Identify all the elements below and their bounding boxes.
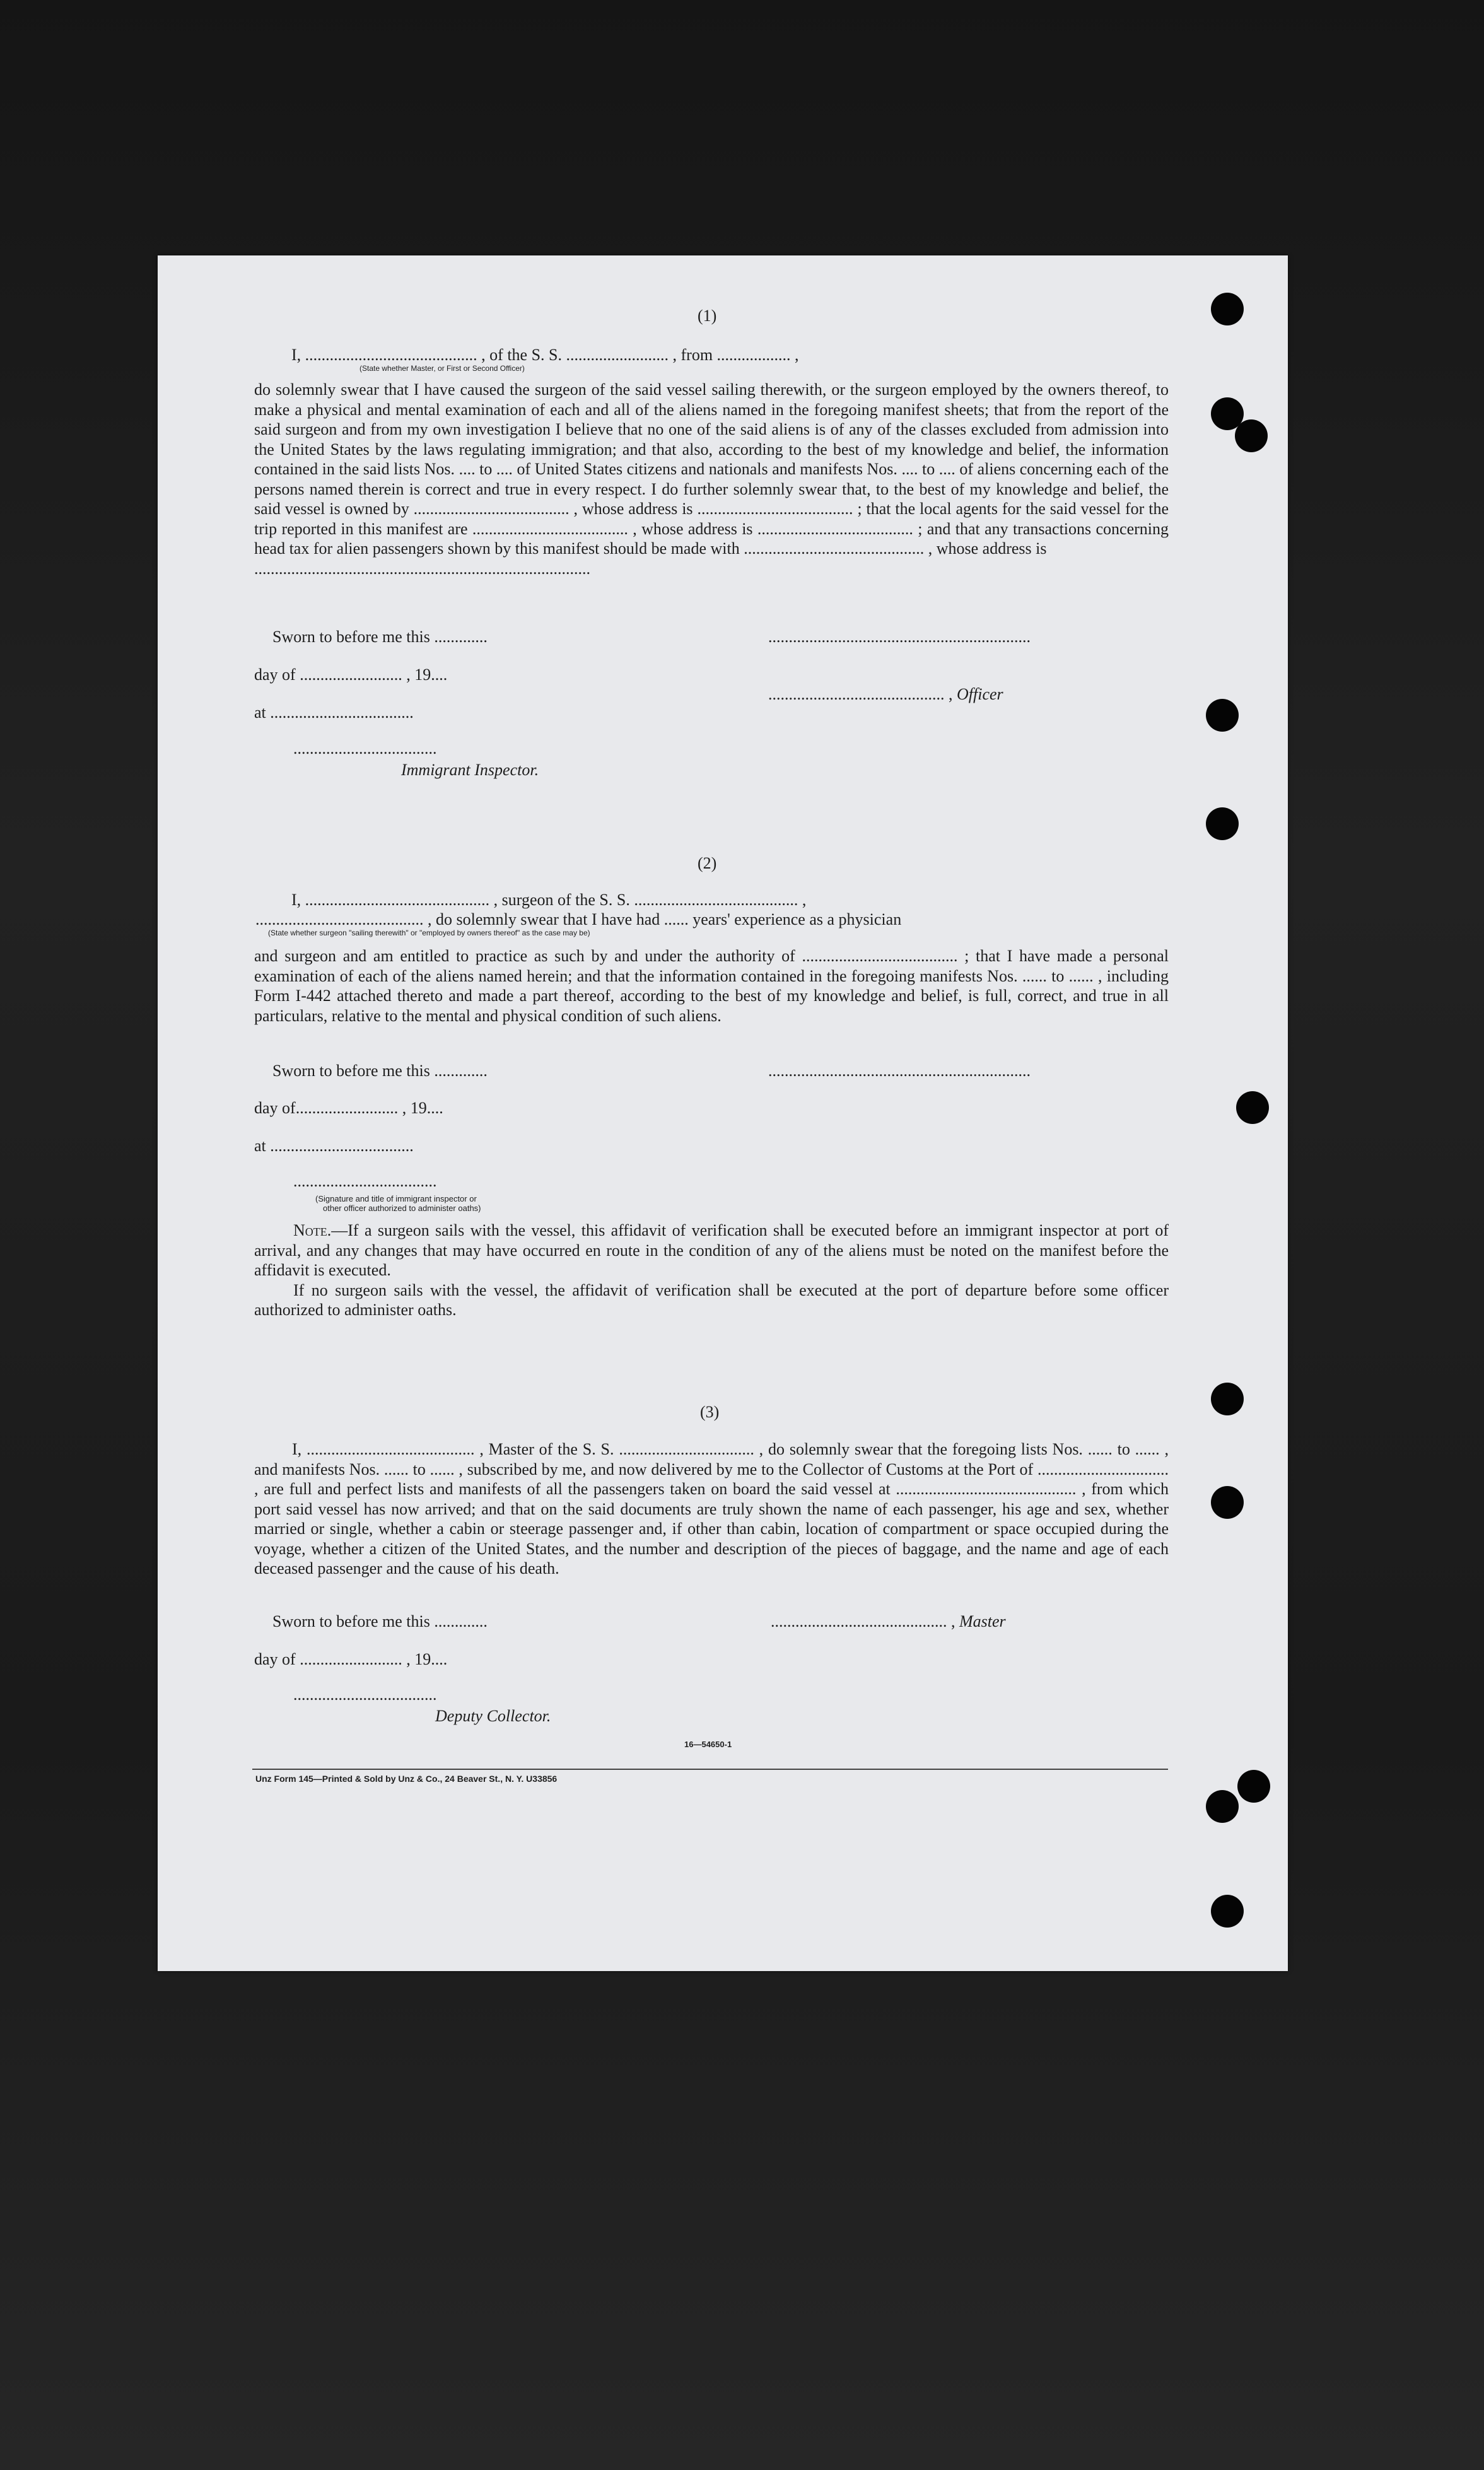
note-label: Note. bbox=[293, 1221, 332, 1239]
surgeon-note-paragraph bbox=[254, 1220, 1169, 1280]
section-1-inspector-line: ................................... bbox=[293, 739, 437, 758]
punch-hole bbox=[1206, 807, 1239, 840]
section-3-master-dots: ........................................... , bbox=[771, 1612, 955, 1630]
section-1-officer-dots: ........................................... , bbox=[768, 685, 953, 703]
section-2-surgeon-note: (State whether surgeon "sailing therewith" or "employed by owners thereof" as the case may be) bbox=[268, 928, 590, 937]
section-2-inspector-note-2: other officer authorized to administer oaths) bbox=[323, 1203, 481, 1213]
punch-hole bbox=[1236, 1091, 1269, 1124]
section-3-oath-body bbox=[254, 1439, 1169, 1579]
section-2-signature-line: ................................................................ bbox=[768, 1062, 1031, 1080]
section-1-oath-body bbox=[254, 380, 1169, 578]
section-2-second-line: ......................................... , do solemnly swear that I have had ...... years' experience as a physician bbox=[255, 910, 902, 928]
section-2-sworn-line: Sworn to before me this ............. bbox=[272, 1062, 488, 1080]
form-number: 16—54650-1 bbox=[684, 1740, 732, 1749]
punch-hole bbox=[1211, 1895, 1244, 1928]
section-3-sworn-line: Sworn to before me this ............. bbox=[272, 1612, 488, 1630]
section-1-sworn-line: Sworn to before me this ............. bbox=[272, 628, 488, 646]
section-1-first-line: I, .......................................... , of the S. S. ......................... , from .................. , bbox=[291, 346, 799, 364]
punch-hole bbox=[1237, 1770, 1270, 1803]
section-3-master-line bbox=[771, 1612, 1006, 1631]
officer-label: Officer bbox=[957, 685, 1003, 703]
footer-rule bbox=[252, 1769, 1168, 1770]
section-2-oath-text: and surgeon and am entitled to practice as such by and under the authority of ...................................... ; that I have made a personal examination of each of the aliens named herein; and that the information contained in the foregoing manifests Nos. ...... to ...... , including Form I-442 attached thereto and made a part thereof, according to the best of my knowledge and belief, is full, correct, and true in all particulars, relative to the mental and physical condition of such aliens. bbox=[254, 947, 1169, 1025]
section-2-at-line: at ................................... bbox=[254, 1137, 414, 1155]
section-2-oath-body bbox=[254, 946, 1169, 1026]
punch-hole bbox=[1211, 1383, 1244, 1415]
punch-hole bbox=[1211, 1486, 1244, 1519]
section-3-oath-text: I, ......................................... , Master of the S. S. ................................. , do solemnly swear that the foregoing lists Nos. ...... to ...... , and manifests Nos. ...... to ...... , subscribed by me, and now delivered by me to the Collector of Customs at the Port of ................................ , are full and perfect lists and manifests of all the passengers taken on board the said vessel at ............................................ , from which port said vessel has now arrived; and that on the said documents are truly shown the name of each passenger, his age and sex, whether married or single, whether a cabin or steerage passenger and, if other than cabin, location of compartment or space occupied during the voyage, whether a citizen of the United States, and the number and description of the pieces of baggage, and the name and age of each deceased passenger and the cause of his death. bbox=[254, 1440, 1169, 1577]
punch-hole bbox=[1206, 1790, 1239, 1823]
section-1-signature-line: ................................................................ bbox=[768, 628, 1031, 646]
section-1-number: (1) bbox=[698, 307, 717, 325]
section-2-inspector-line: ................................... bbox=[293, 1172, 437, 1190]
immigrant-inspector-label: Immigrant Inspector. bbox=[401, 761, 539, 779]
printer-imprint: Unz Form 145—Printed & Sold by Unz & Co., 24 Beaver St., N. Y. U33856 bbox=[255, 1774, 558, 1784]
section-3-day-line: day of ......................... , 19.... bbox=[254, 1650, 448, 1668]
section-1-oath-end: .................................................................................. bbox=[254, 559, 590, 578]
section-2-first-line: I, ............................................. , surgeon of the S. S. ........................................ , bbox=[291, 891, 807, 909]
surgeon-note-block bbox=[254, 1220, 1169, 1320]
punch-hole bbox=[1235, 419, 1268, 452]
section-1-oath-text: do solemnly swear that I have caused the surgeon of the said vessel sailing therewith, or the surgeon employed by the owners thereof, to make a physical and mental examination of each and all of the aliens named in the foregoing manifest sheets; that from the report of the said surgeon and from my own investigation I believe that no one of the said aliens is of any of the classes excluded from admission into the United States by the laws regulating immigration; and that also, according to the best of my knowledge and belief, the information contained in the said lists Nos. .... to .... of United States citizens and nationals and manifests Nos. .... to .... of aliens concerning each of the persons named therein is correct and true in every respect. I do further solemnly swear that, to the best of my knowledge and belief, the said vessel is owned by ...................................... , whose address is ...................................... ; that the local agents for the said vessel for the trip reported in this manifest are ...................................... , whose address is ...................................... ; and that any transactions concerning head tax for alien passengers shown by this manifest should be made with ............................................ , whose address is bbox=[254, 380, 1169, 558]
master-label: Master bbox=[959, 1612, 1006, 1630]
section-3-deputy-line: ................................... bbox=[293, 1685, 437, 1704]
section-1-day-line: day of ......................... , 19.... bbox=[254, 665, 448, 684]
section-1-at-line: at ................................... bbox=[254, 703, 414, 722]
section-2-number: (2) bbox=[698, 854, 717, 872]
section-2-inspector-note-1: (Signature and title of immigrant inspector or bbox=[315, 1194, 477, 1203]
deputy-collector-label: Deputy Collector. bbox=[435, 1707, 551, 1725]
section-1-officer-note: (State whether Master, or First or Second Officer) bbox=[359, 364, 525, 373]
note-text: —If a surgeon sails with the vessel, this affidavit of verification shall be executed before an immigrant inspector at port of arrival, and any changes that may have occurred en route in the condition of any of the aliens must be noted on the manifest before the affidavit is executed. bbox=[254, 1221, 1169, 1279]
punch-hole bbox=[1211, 293, 1244, 325]
section-1-officer-line bbox=[768, 685, 1003, 704]
section-3-number: (3) bbox=[700, 1403, 720, 1421]
punch-hole bbox=[1206, 699, 1239, 732]
surgeon-note-paragraph-2: If no surgeon sails with the vessel, the affidavit of verification shall be executed at the port of departure before some officer authorized to administer oaths. bbox=[254, 1280, 1169, 1319]
section-2-day-line: day of......................... , 19.... bbox=[254, 1099, 443, 1117]
